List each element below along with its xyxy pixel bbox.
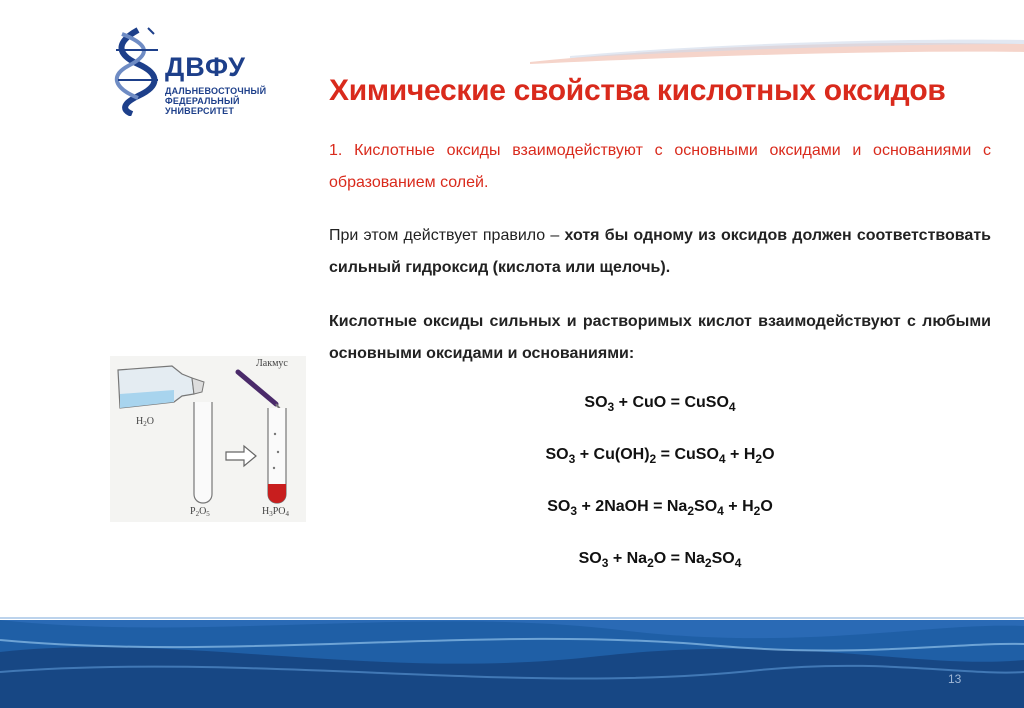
logo-line-1: ДАЛЬНЕВОСТОЧНЫЙ <box>165 86 267 96</box>
label-litmus: Лакмус <box>256 358 288 369</box>
page-number: 13 <box>948 672 962 686</box>
paragraph-rule-1: 1. Кислотные оксиды взаимодействуют с основными оксидами и основаниями с образованием солей. <box>329 142 991 191</box>
paragraph-rule-note <box>329 220 991 284</box>
equation-1: $SO_3$ + CuO = CuSO$_4$ <box>584 394 736 414</box>
paragraph-note-bold: хотя бы одному из оксидов должен соответствовать сильный гидроксид (кислота или щелочь). <box>329 227 991 276</box>
equation-3: $SO_3$ + 2NaOH = $Na_2SO_4 + H_2O$ <box>547 498 773 518</box>
slide-title: Химические свойства кислотных оксидов <box>329 74 946 107</box>
logo-line-3: УНИВЕРСИТЕТ <box>165 106 235 116</box>
helix-icon <box>108 24 168 116</box>
label-oxide: $P_2O_5$ <box>190 506 210 518</box>
experiment-illustration <box>108 356 308 522</box>
paragraph-note-normal: При этом действует правило – <box>329 227 565 244</box>
equation-2: $SO_3 + Cu(OH)_2$ = CuSO$_4$ + $H_2O$ <box>545 446 775 466</box>
bottom-decorative-wave <box>0 612 1024 708</box>
test-tube-right-icon <box>268 408 286 503</box>
logo-line-2: ФЕДЕРАЛЬНЫЙ <box>165 96 240 106</box>
paragraph-strong-acids: Кислотные оксиды сильных и растворимых кислот взаимодействуют с любыми основными оксидами и основаниями: <box>329 313 991 362</box>
label-acid: $H_3PO_4$ <box>262 506 290 518</box>
test-tube-left-icon <box>194 402 212 503</box>
logo-brand-name: ДВФУ <box>165 52 246 82</box>
label-water: $H_2O$ <box>136 416 154 428</box>
equation-4: $SO_3 + Na_2O = Na_2SO_4$ <box>578 550 742 570</box>
